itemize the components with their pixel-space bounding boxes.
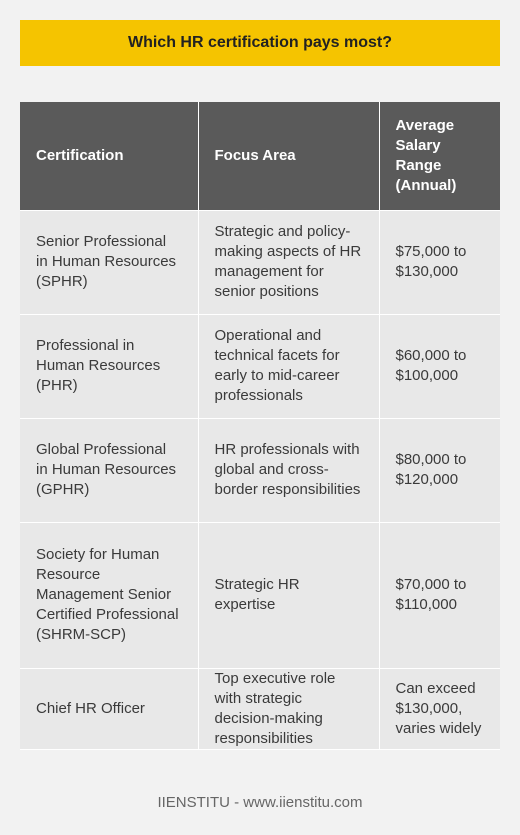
certification-table [20,102,500,750]
cell-salary-range: Can exceed $130,000, varies widely [379,668,500,749]
header-certification: Certification [20,102,198,210]
cell-salary-range: $75,000 to $130,000 [379,210,500,314]
table-row [20,314,500,418]
cell-focus-area: HR professionals with global and cross-border responsibilities [198,418,379,522]
cell-salary-range: $70,000 to $110,000 [379,522,500,668]
table-row [20,668,500,749]
footer-credit: IIENSTITU - www.iienstitu.com [157,794,363,811]
page-title: Which HR certification pays most? [20,20,500,66]
cell-focus-area: Top executive role with strategic decision-making responsibilities [198,668,379,749]
cell-salary-range: $60,000 to $100,000 [379,314,500,418]
cell-salary-range: $80,000 to $120,000 [379,418,500,522]
cell-certification: Global Professional in Human Resources (GPHR) [20,418,198,522]
cell-certification: Senior Professional in Human Resources (SPHR) [20,210,198,314]
table-row [20,210,500,314]
table-row [20,522,500,668]
cell-focus-area: Operational and technical facets for early to mid-career professionals [198,314,379,418]
cell-certification: Society for Human Resource Management Senior Certified Professional (SHRM-SCP) [20,522,198,668]
cell-certification: Chief HR Officer [20,668,198,749]
cell-focus-area: Strategic HR expertise [198,522,379,668]
header-salary-range: Average Salary Range (Annual) [379,102,500,210]
header-focus-area: Focus Area [198,102,379,210]
table-header-row [20,102,500,210]
table-row [20,418,500,522]
cell-focus-area: Strategic and policy-making aspects of HR management for senior positions [198,210,379,314]
cell-certification: Professional in Human Resources (PHR) [20,314,198,418]
